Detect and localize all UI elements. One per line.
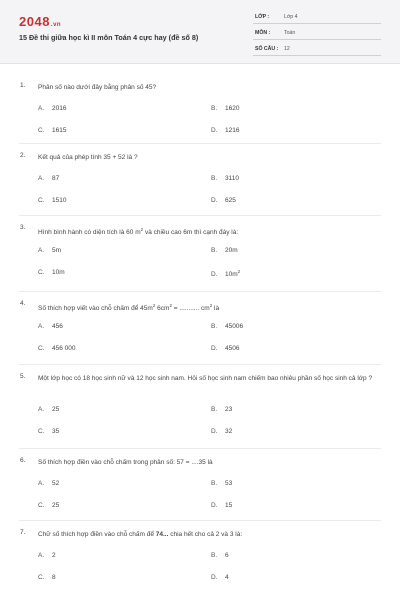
question-text-part: Hình bình hành có diện tích là 60 m	[38, 229, 141, 237]
option-value: 2	[52, 552, 56, 559]
option-b[interactable]	[211, 175, 239, 182]
question-divider	[19, 520, 381, 521]
option-d[interactable]	[211, 197, 236, 204]
option-a[interactable]	[38, 552, 56, 559]
option-letter: B.	[211, 406, 218, 413]
option-b[interactable]	[211, 552, 229, 559]
option-letter: B.	[211, 175, 218, 182]
exam-header	[0, 0, 400, 64]
option-a[interactable]	[38, 247, 61, 254]
option-letter: D.	[211, 345, 218, 352]
option-d[interactable]	[211, 574, 229, 581]
option-value: 23	[225, 406, 233, 413]
superscript: 2	[237, 269, 241, 274]
option-value: 5m	[52, 247, 62, 254]
option-d[interactable]	[211, 345, 239, 352]
option-value: 4	[225, 574, 229, 581]
superscript: 2	[140, 227, 144, 232]
question-divider	[19, 291, 381, 292]
question-number: 5.	[20, 373, 26, 380]
option-value: 456	[52, 323, 63, 330]
question-text	[38, 300, 380, 314]
option-letter: B.	[211, 323, 218, 330]
option-b[interactable]	[211, 480, 232, 487]
option-value: 35	[52, 428, 60, 435]
option-value: 1216	[225, 127, 240, 134]
option-value: 2016	[52, 105, 67, 112]
option-b[interactable]	[211, 247, 238, 254]
question-number: 3.	[20, 224, 26, 231]
option-b[interactable]	[211, 323, 243, 330]
option-value: 456 000	[52, 345, 76, 352]
question-text	[38, 529, 380, 540]
option-c[interactable]	[38, 428, 59, 435]
question-divider	[19, 143, 381, 144]
superscript: 2	[209, 303, 213, 308]
option-d[interactable]	[211, 127, 239, 134]
question-divider	[19, 448, 381, 449]
option-letter: D.	[211, 271, 218, 279]
question-text-part: = ........... cm	[171, 305, 210, 313]
question-text: Số thích hợp điền vào chỗ chấm trong phân số: 57 = ....35 là	[38, 459, 213, 466]
question-number: 4.	[20, 300, 26, 307]
exam-title: 15 Đề thi giữa học kì II môn Toán 4 cực hay (đề số 8)	[19, 33, 199, 42]
meta-count	[253, 43, 381, 56]
option-value: 1620	[225, 105, 240, 112]
option-c[interactable]	[38, 345, 76, 352]
option-letter: B.	[211, 552, 218, 559]
meta-count-value: 12	[284, 46, 290, 52]
option-c[interactable]	[38, 502, 59, 509]
option-letter: D.	[211, 197, 218, 204]
option-value: 53	[225, 480, 233, 487]
question-text-bold: 74...	[155, 531, 169, 538]
option-a[interactable]	[38, 480, 59, 487]
option-letter: A.	[38, 480, 45, 487]
question-divider	[19, 215, 381, 216]
option-letter: A.	[38, 105, 45, 112]
option-letter: B.	[211, 480, 218, 487]
meta-class-label: LỚP :	[255, 14, 270, 20]
option-letter: B.	[211, 247, 218, 254]
option-letter: C.	[38, 574, 45, 581]
option-letter: C.	[38, 197, 45, 204]
option-letter: B.	[211, 105, 218, 112]
option-c[interactable]	[38, 269, 65, 276]
option-letter: A.	[38, 323, 45, 330]
option-value: 25	[52, 502, 60, 509]
option-value: 4506	[225, 345, 240, 352]
meta-class-value: Lớp 4	[284, 14, 298, 20]
option-letter: A.	[38, 175, 45, 182]
option-value-text: 10m	[225, 271, 238, 279]
option-letter: A.	[38, 552, 45, 559]
option-letter: C.	[38, 269, 45, 276]
option-value: 625	[225, 197, 236, 204]
option-b[interactable]	[211, 105, 239, 112]
option-value: 32	[225, 428, 233, 435]
option-value: 10m	[52, 269, 65, 276]
superscript: 2	[152, 303, 156, 308]
option-a[interactable]	[38, 105, 66, 112]
site-logo[interactable]	[19, 14, 61, 29]
option-a[interactable]	[38, 175, 59, 182]
option-value: 3110	[225, 175, 239, 182]
option-letter: A.	[38, 406, 45, 413]
option-d[interactable]	[211, 502, 232, 509]
option-c[interactable]	[38, 127, 66, 134]
question-divider	[19, 364, 381, 365]
option-value: 25	[52, 406, 60, 413]
question-text: Một lớp học có 18 học sinh nữ và 12 học sinh nam. Hỏi số học sinh nam chiếm bao nhiêu phần số học sinh cả lớp ?	[38, 375, 373, 382]
question-text	[38, 224, 380, 238]
option-value	[225, 271, 240, 278]
option-d[interactable]	[211, 269, 240, 278]
option-letter: C.	[38, 345, 45, 352]
superscript: 2	[169, 303, 172, 308]
option-a[interactable]	[38, 406, 59, 413]
question-number: 2.	[20, 152, 26, 159]
option-letter: C.	[38, 127, 45, 134]
option-value: 52	[52, 480, 60, 487]
option-a[interactable]	[38, 323, 63, 330]
option-value: 20m	[225, 247, 238, 254]
question-text: Phân số nào dưới đây bằng phân số 45?	[38, 84, 157, 91]
option-d[interactable]	[211, 428, 232, 435]
meta-subject-label: MÔN :	[255, 30, 271, 36]
option-letter: D.	[211, 502, 218, 509]
logo-suffix: .vn	[50, 22, 62, 28]
question-text-part: và chiều cao 6m thì cạnh đáy là:	[143, 229, 239, 237]
option-value: 15	[225, 502, 233, 509]
option-letter: D.	[211, 428, 218, 435]
question-text-part: Chữ số thích hợp điền vào chỗ chấm để	[38, 531, 156, 538]
question-text-part: chia hết cho cả 2 và 3 là:	[168, 531, 243, 538]
option-letter: C.	[38, 502, 45, 509]
option-value: 45006	[225, 323, 244, 330]
question-number: 7.	[20, 529, 26, 536]
question-number: 6.	[20, 457, 26, 464]
question-text: Kết quả của phép tính 35 + 52 là ?	[38, 154, 138, 161]
option-letter: A.	[38, 247, 45, 254]
option-c[interactable]	[38, 574, 56, 581]
option-c[interactable]	[38, 197, 66, 204]
meta-subject-value: Toán	[284, 30, 296, 36]
option-value: 6	[225, 552, 229, 559]
option-value: 1510	[52, 197, 67, 204]
option-letter: D.	[211, 574, 218, 581]
meta-count-label: SỐ CÂU :	[255, 46, 279, 52]
option-letter: C.	[38, 428, 45, 435]
question-number: 1.	[20, 82, 26, 89]
question-text-part: Số thích hợp viết vào chỗ chấm để 45m	[38, 305, 153, 313]
question-text-part: là	[212, 305, 220, 313]
option-letter: D.	[211, 127, 218, 134]
option-value: 1615	[52, 127, 67, 134]
option-value: 87	[52, 175, 60, 182]
option-value: 8	[52, 574, 56, 581]
option-b[interactable]	[211, 406, 232, 413]
meta-class	[253, 11, 381, 24]
meta-subject	[253, 27, 381, 40]
logo-text: 2048	[19, 14, 50, 29]
question-text-part: 6cm	[155, 305, 170, 313]
